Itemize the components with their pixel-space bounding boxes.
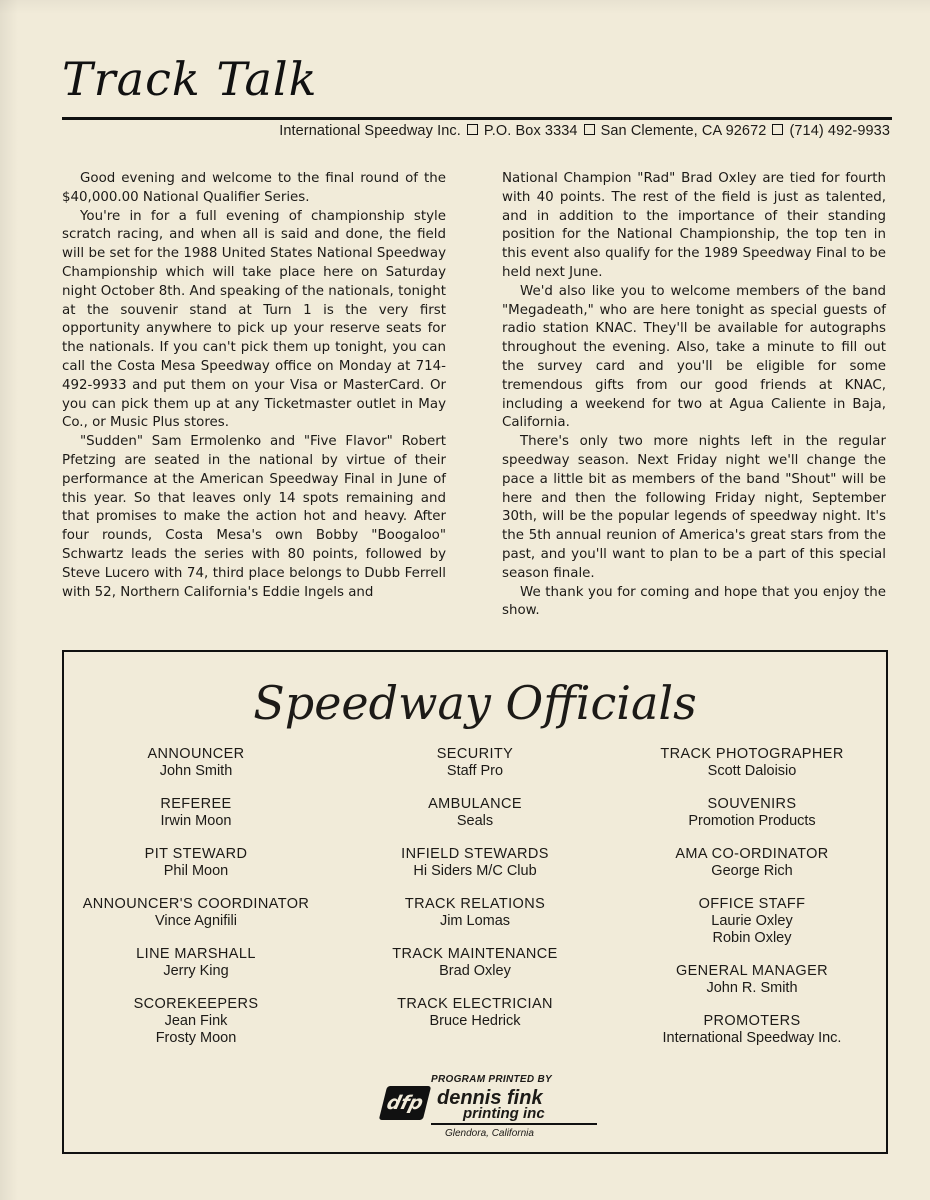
address-po-box: P.O. Box 3334 — [483, 123, 578, 139]
official-entry — [64, 946, 328, 980]
article-paragraph: We thank you for coming and hope that you enjoy the show. — [502, 584, 886, 619]
official-role: AMBULANCE — [428, 796, 522, 812]
official-name: International Speedway Inc. — [662, 1030, 842, 1046]
official-entry — [64, 796, 328, 830]
official-entry — [620, 796, 884, 830]
official-entry — [620, 746, 884, 780]
official-entry — [620, 896, 884, 947]
official-entry — [64, 896, 328, 930]
official-name: Phil Moon — [163, 863, 229, 879]
article-paragraph: There's only two more nights left in the regular speedway season. Next Friday night we'll change the pace a little bit as members of the band "Shout" will be here and then the following Friday night, September 30th, will be the popular legends of speedway night. It's the 5th annual reunion of America's great stars from the past, and you'll want to plan to be a part of this special season finale. — [502, 434, 886, 581]
official-name: Staff Pro — [446, 763, 504, 779]
official-role: SCOREKEEPERS — [133, 996, 259, 1012]
official-role: TRACK RELATIONS — [404, 896, 546, 912]
official-name: Hi Siders M/C Club — [413, 863, 537, 879]
article-paragraph-continued: National Champion "Rad" Brad Oxley are tied for fourth with 40 points. The rest of the field is just as talented, and in addition to the importance of their standing position for the National Championship, the top ten in this event also qualify for the 1989 Speedway Final to be held next June. — [502, 171, 886, 280]
official-entry — [620, 846, 884, 880]
article-paragraph: We'd also like you to welcome members of the band "Megadeath," who are here tonight as special guests of radio station KNAC. They'll be available for autographs throughout the evening. Also, take a minute to fill out the survey card and you'll be eligible for some tremendous gifts from our good friends at KNAC, including a weekend for two at Agua Caliente in Baja, California. — [502, 283, 886, 431]
official-name: Robin Oxley — [712, 930, 792, 946]
printer-logo-icon: dfp — [379, 1086, 431, 1120]
masthead-title: Track Talk — [62, 52, 318, 106]
official-role: TRACK PHOTOGRAPHER — [660, 746, 844, 762]
official-name: Jim Lomas — [439, 913, 511, 929]
official-role: TRACK MAINTENANCE — [392, 946, 558, 962]
article-paragraph: "Sudden" Sam Ermolenko and "Five Flavor" Robert Pfetzing are seated in the national by virtue of their performance at the American Speedway Final in June of this year. So that leaves only 14 spots remaining and that promises to make the action hot and heavy. After four rounds, Costa Mesa's own Bobby "Boogaloo" Schwartz leads the series with 80 points, followed by Steve Lucero with 74, third place belongs to Dubb Ferrell with 52, Northern California's Eddie Ingels and — [62, 434, 446, 600]
separator-box-icon — [467, 124, 478, 135]
official-role: PROMOTERS — [703, 1013, 801, 1029]
official-role: ANNOUNCER'S COORDINATOR — [82, 896, 310, 912]
official-name: John R. Smith — [706, 980, 798, 996]
masthead-address — [62, 123, 890, 139]
official-entry — [64, 996, 328, 1047]
printer-name-line2: printing inc — [463, 1105, 545, 1122]
article-column-right — [502, 170, 886, 621]
official-name: John Smith — [159, 763, 233, 779]
printer-name: dennis fink — [437, 1087, 543, 1109]
official-name: Laurie Oxley — [711, 913, 793, 929]
printer-credit — [377, 1072, 607, 1142]
officials-title: Speedway Officials — [253, 676, 697, 730]
official-name: Brad Oxley — [439, 963, 511, 979]
official-name: Jerry King — [163, 963, 229, 979]
official-entry — [343, 796, 607, 830]
speedway-officials-box — [62, 650, 888, 1154]
official-role: PIT STEWARD — [144, 846, 248, 862]
official-entry — [343, 996, 607, 1030]
official-role: OFFICE STAFF — [698, 896, 806, 912]
official-name: Frosty Moon — [155, 1030, 237, 1046]
article-column-left — [62, 170, 446, 602]
printer-caption: PROGRAM PRINTED BY — [431, 1074, 552, 1085]
official-role: ANNOUNCER — [147, 746, 245, 762]
official-role: TRACK ELECTRICIAN — [397, 996, 553, 1012]
official-role: REFEREE — [160, 796, 232, 812]
official-entry — [620, 963, 884, 997]
official-role: SECURITY — [436, 746, 514, 762]
address-city: San Clemente, CA 92672 — [600, 123, 767, 139]
address-phone: (714) 492-9933 — [789, 123, 890, 139]
printer-rule — [431, 1123, 597, 1125]
official-entry — [620, 1013, 884, 1047]
official-entry — [64, 846, 328, 880]
officials-column-2 — [343, 746, 607, 1046]
official-name: Irwin Moon — [160, 813, 232, 829]
official-entry — [343, 896, 607, 930]
official-name: Scott Daloisio — [707, 763, 797, 779]
official-name: George Rich — [711, 863, 793, 879]
official-role: AMA CO-ORDINATOR — [675, 846, 829, 862]
address-company: International Speedway Inc. — [279, 123, 461, 139]
separator-box-icon — [584, 124, 595, 135]
official-name: Vince Agnifili — [155, 913, 237, 929]
official-name: Jean Fink — [164, 1013, 228, 1029]
official-role: INFIELD STEWARDS — [401, 846, 549, 862]
official-name: Promotion Products — [688, 813, 816, 829]
officials-column-3 — [620, 746, 884, 1063]
article-paragraph: You're in for a full evening of championship style scratch racing, and when all is said and done, the field will be set for the 1988 United States National Speedway Championship which will take place here on Saturday night October 8th. And speaking of the nationals, tonight at the souvenir stand at Turn 1 is the very first opportunity anywhere to pick up your reserve seats for the nationals. If you can't pick them up tonight, you can call the Costa Mesa Speedway office on Monday at 714-492-9933 and put them on your Visa or MasterCard. Or you can pick them up at any Ticketmaster outlet in May Co., or Music Plus stores. — [62, 208, 446, 431]
printer-location: Glendora, California — [445, 1128, 534, 1139]
masthead-rule — [62, 117, 892, 120]
official-name: Seals — [456, 813, 494, 829]
official-entry — [343, 746, 607, 780]
official-role: LINE MARSHALL — [136, 946, 256, 962]
official-role: SOUVENIRS — [707, 796, 797, 812]
official-entry — [343, 846, 607, 880]
officials-column-1 — [64, 746, 328, 1063]
official-name: Bruce Hedrick — [429, 1013, 521, 1029]
official-entry — [343, 946, 607, 980]
separator-box-icon — [772, 124, 783, 135]
official-role: GENERAL MANAGER — [675, 963, 829, 979]
article-paragraph: Good evening and welcome to the final round of the $40,000.00 National Qualifier Series. — [62, 171, 446, 205]
official-entry — [64, 746, 328, 780]
